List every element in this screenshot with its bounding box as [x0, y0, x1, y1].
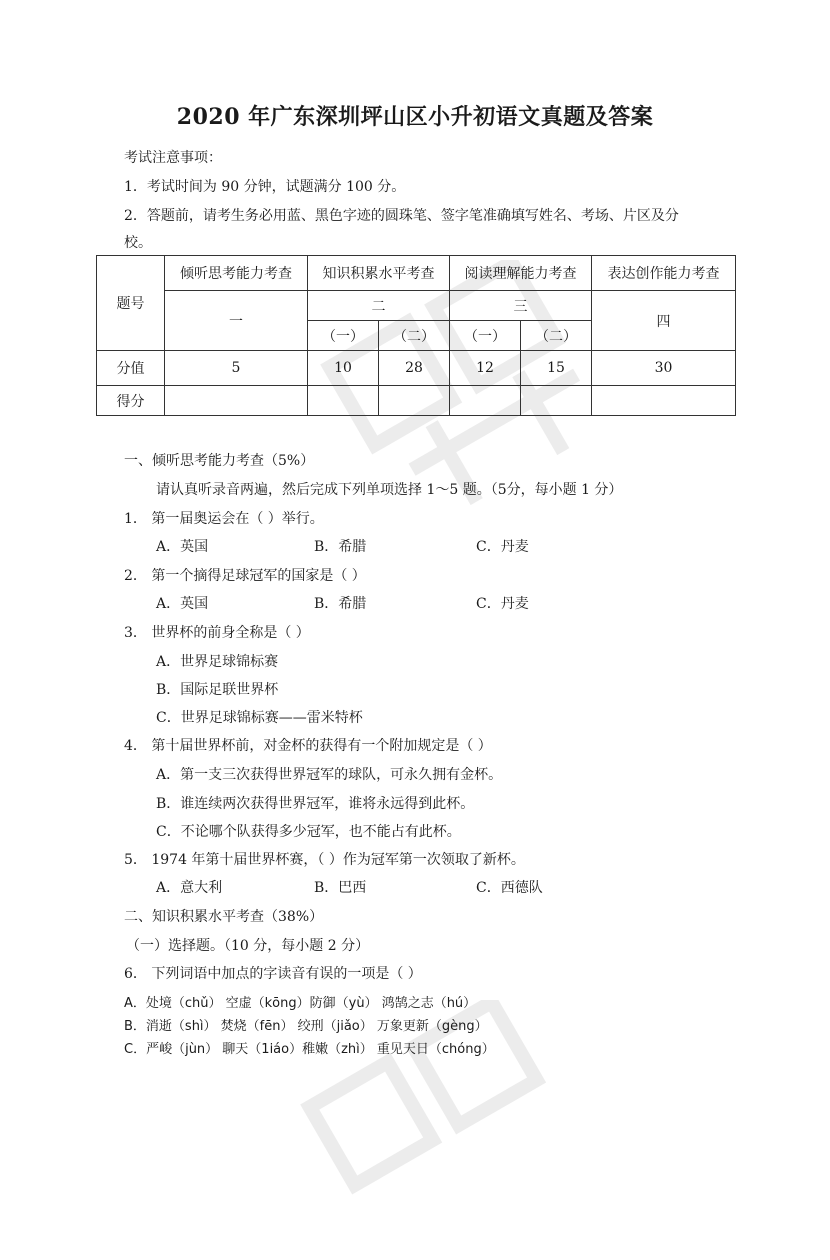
score-blank-cell[interactable] — [521, 386, 592, 416]
score-value: 15 — [521, 351, 592, 386]
notice-heading: 考试注意事项： — [124, 150, 222, 166]
table-header: 表达创作能力考查 — [592, 256, 736, 291]
score-table — [96, 255, 736, 416]
table-header: 知识积累水平考查 — [308, 256, 450, 291]
answer-option[interactable]: B．希腊 — [314, 596, 367, 612]
subpart-label: （二） — [379, 321, 450, 351]
section-heading: 一、倾听思考能力考查（5%） — [124, 453, 315, 469]
notice-item: 2．答题前，请考生务必用蓝、黑色字迹的圆珠笔、签字笔准确填写姓名、考场、片区及分 — [124, 208, 679, 224]
subsection-heading: （一）选择题。（10 分，每小题 2 分） — [126, 938, 370, 954]
question-stem: 1． 第一届奥运会在（ ）举行。 — [124, 511, 324, 527]
row-label-fenzhi: 分值 — [97, 351, 165, 386]
subpart-label: （一） — [450, 321, 521, 351]
score-blank-cell[interactable] — [165, 386, 308, 416]
answer-option[interactable]: C．不论哪个队获得多少冠军，也不能占有此杯。 — [156, 824, 461, 840]
answer-option[interactable]: C．世界足球锦标赛——雷米特杯 — [156, 710, 363, 726]
section-number: 二 — [308, 291, 450, 321]
answer-option[interactable]: A．处境（chǔ） 空虚（kōng）防御（yù） 鸿鹄之志（hú） — [124, 996, 477, 1011]
score-blank-cell[interactable] — [308, 386, 379, 416]
table-header: 倾听思考能力考查 — [165, 256, 308, 291]
answer-option[interactable]: B．消逝（shì） 焚烧（fēn） 绞刑（jiǎo） 万象更新（gèng） — [124, 1019, 488, 1034]
score-blank-cell[interactable] — [379, 386, 450, 416]
answer-option[interactable]: A．世界足球锦标赛 — [156, 654, 279, 670]
answer-option[interactable]: B．国际足联世界杯 — [156, 682, 279, 698]
score-value: 5 — [165, 351, 308, 386]
row-label-defen: 得分 — [97, 386, 165, 416]
question-stem: 5． 1974 年第十届世界杯赛，（ ）作为冠军第一次领取了新杯。 — [124, 852, 525, 868]
question-stem: 4． 第十届世界杯前，对金杯的获得有一个附加规定是（ ） — [124, 738, 492, 754]
row-label-tihao: 题号 — [97, 256, 165, 351]
document-title: 2020 年广东深圳坪山区小升初语文真题及答案 — [176, 104, 654, 130]
answer-option[interactable]: C．丹麦 — [476, 539, 529, 555]
notice-item: 校。 — [124, 235, 152, 251]
subpart-label: （二） — [521, 321, 592, 351]
score-value: 12 — [450, 351, 521, 386]
score-value: 30 — [592, 351, 736, 386]
answer-option[interactable]: A．意大利 — [156, 880, 223, 896]
answer-option[interactable]: C．西德队 — [476, 880, 543, 896]
section-heading: 二、知识积累水平考查（38%） — [124, 909, 324, 925]
answer-option[interactable]: C．严峻（jùn） 聊天（1iáo）稚嫩（zhì） 重见天日（chóng） — [124, 1042, 495, 1057]
score-blank-cell[interactable] — [592, 386, 736, 416]
question-stem: 3． 世界杯的前身全称是（ ） — [124, 625, 310, 641]
score-blank-cell[interactable] — [450, 386, 521, 416]
score-value: 10 — [308, 351, 379, 386]
section-instruction: 请认真听录音两遍，然后完成下列单项选择 1～5 题。（5分，每小题 1 分） — [156, 482, 623, 498]
question-stem: 6． 下列词语中加点的字读音有误的一项是（ ） — [124, 966, 422, 982]
section-number: 三 — [450, 291, 592, 321]
answer-option[interactable]: A．第一支三次获得世界冠军的球队，可永久拥有金杯。 — [156, 767, 503, 783]
answer-option[interactable]: B．谁连续两次获得世界冠军，谁将永远得到此杯。 — [156, 796, 475, 812]
answer-option[interactable]: B．希腊 — [314, 539, 367, 555]
answer-option[interactable]: A．英国 — [156, 539, 209, 555]
question-stem: 2． 第一个摘得足球冠军的国家是（ ） — [124, 568, 366, 584]
notice-item: 1．考试时间为 90 分钟，试题满分 100 分。 — [124, 179, 406, 195]
score-value: 28 — [379, 351, 450, 386]
answer-option[interactable]: A．英国 — [156, 596, 209, 612]
answer-option[interactable]: C．丹麦 — [476, 596, 529, 612]
subpart-label: （一） — [308, 321, 379, 351]
section-number: 四 — [592, 291, 736, 351]
answer-option[interactable]: B．巴西 — [314, 880, 367, 896]
section-number: 一 — [165, 291, 308, 351]
table-header: 阅读理解能力考查 — [450, 256, 592, 291]
